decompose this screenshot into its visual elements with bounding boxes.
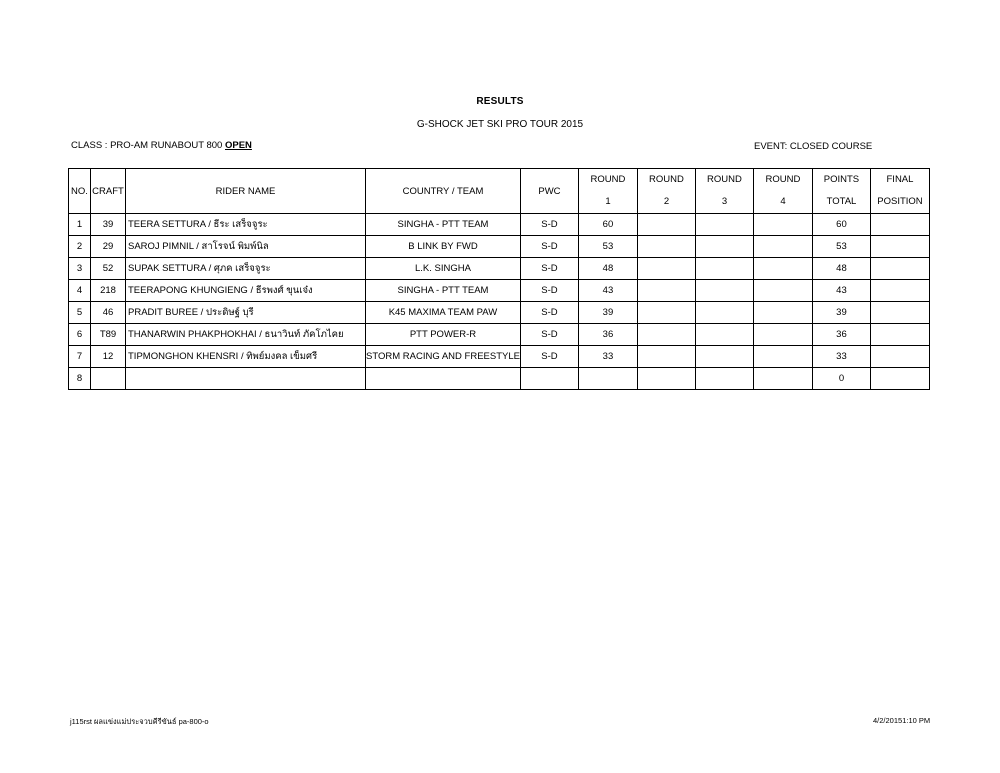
cell-team — [366, 368, 521, 390]
cell-round-3 — [695, 258, 753, 280]
table-row — [69, 368, 930, 390]
col-header-no: NO. — [69, 169, 91, 214]
cell-round-1: 36 — [578, 324, 637, 346]
cell-round-1: 39 — [578, 302, 637, 324]
cell-round-3 — [695, 368, 753, 390]
class-open-tag: OPEN — [224, 140, 252, 151]
cell-rider-name: SUPAK SETTURA / ศุภค เสร็จจูระ — [126, 258, 366, 280]
cell-craft: 46 — [91, 302, 126, 324]
cell-rider-name — [126, 368, 366, 390]
cell-no: 8 — [69, 368, 91, 390]
cell-final-position — [870, 280, 929, 302]
cell-pwc: S-D — [520, 258, 578, 280]
table-row — [69, 302, 930, 324]
cell-round-3 — [695, 302, 753, 324]
cell-round-4 — [753, 236, 812, 258]
cell-round-4 — [753, 258, 812, 280]
cell-points-total: 48 — [812, 258, 870, 280]
table-row — [69, 280, 930, 302]
cell-round-2 — [637, 236, 695, 258]
col-header-pwc: PWC — [520, 169, 578, 214]
table-row — [69, 214, 930, 236]
cell-round-3 — [695, 236, 753, 258]
cell-points-total: 36 — [812, 324, 870, 346]
cell-round-2 — [637, 302, 695, 324]
cell-team: SINGHA - PTT TEAM — [366, 214, 521, 236]
cell-points-total: 0 — [812, 368, 870, 390]
cell-pwc: S-D — [520, 324, 578, 346]
table-row — [69, 346, 930, 368]
cell-rider-name: TIPMONGHON KHENSRI / ทิพย์มงคล เข็มศรี — [126, 346, 366, 368]
cell-final-position — [870, 368, 929, 390]
cell-pwc: S-D — [520, 302, 578, 324]
cell-final-position — [870, 324, 929, 346]
cell-round-4 — [753, 214, 812, 236]
table-row — [69, 236, 930, 258]
cell-round-3 — [695, 214, 753, 236]
cell-points-total: 39 — [812, 302, 870, 324]
cell-round-2 — [637, 258, 695, 280]
class-label — [71, 140, 252, 151]
cell-no: 2 — [69, 236, 91, 258]
cell-points-total: 53 — [812, 236, 870, 258]
footer-file-reference: j115rst ผลแข่งแม่ประจวบคีรีขันธ์ pa-800-o — [70, 717, 209, 726]
footer-timestamp: 4/2/20151:10 PM — [873, 716, 931, 725]
cell-no: 5 — [69, 302, 91, 324]
cell-craft: 12 — [91, 346, 126, 368]
cell-rider-name: SAROJ PIMNIL / สาโรจน์ พิมพ์นิล — [126, 236, 366, 258]
cell-team: K45 MAXIMA TEAM PAW — [366, 302, 521, 324]
cell-points-total: 43 — [812, 280, 870, 302]
cell-final-position — [870, 236, 929, 258]
cell-round-2 — [637, 368, 695, 390]
cell-no: 1 — [69, 214, 91, 236]
cell-round-3 — [695, 324, 753, 346]
class-name: CLASS : PRO-AM RUNABOUT 800 — [71, 140, 225, 151]
cell-rider-name: THANARWIN PHAKPHOKHAI / ธนาวินท์ ภัคโภไคย — [126, 324, 366, 346]
event-series-title: G-SHOCK JET SKI PRO TOUR 2015 — [416, 119, 584, 130]
cell-round-2 — [637, 280, 695, 302]
col-header-country-team: COUNTRY / TEAM — [366, 169, 521, 214]
cell-final-position — [870, 214, 929, 236]
cell-round-3 — [695, 280, 753, 302]
cell-round-2 — [637, 324, 695, 346]
cell-craft: 218 — [91, 280, 126, 302]
cell-round-2 — [637, 346, 695, 368]
cell-rider-name: TEERA SETTURA / ธีระ เสร็จจูระ — [126, 214, 366, 236]
col-header-craft: CRAFT — [91, 169, 126, 214]
cell-pwc: S-D — [520, 236, 578, 258]
cell-round-1: 53 — [578, 236, 637, 258]
cell-no: 6 — [69, 324, 91, 346]
cell-points-total: 60 — [812, 214, 870, 236]
event-label: EVENT: CLOSED COURSE — [754, 141, 873, 152]
cell-no: 3 — [69, 258, 91, 280]
cell-team: B LINK BY FWD — [366, 236, 521, 258]
cell-round-3 — [695, 346, 753, 368]
cell-points-total: 33 — [812, 346, 870, 368]
cell-craft — [91, 368, 126, 390]
col-header-round-4: ROUND 4 — [753, 169, 812, 214]
cell-team: L.K. SINGHA — [366, 258, 521, 280]
cell-round-2 — [637, 214, 695, 236]
cell-team: STORM RACING AND FREESTYLE — [366, 346, 521, 368]
cell-no: 4 — [69, 280, 91, 302]
cell-round-1: 60 — [578, 214, 637, 236]
cell-craft: 39 — [91, 214, 126, 236]
cell-pwc: S-D — [520, 214, 578, 236]
cell-pwc — [520, 368, 578, 390]
cell-final-position — [870, 302, 929, 324]
cell-pwc: S-D — [520, 346, 578, 368]
cell-team: PTT POWER-R — [366, 324, 521, 346]
cell-craft: T89 — [91, 324, 126, 346]
cell-round-1: 48 — [578, 258, 637, 280]
col-header-round-1: ROUND 1 — [578, 169, 637, 214]
col-header-final-position: FINAL POSITION — [870, 169, 929, 214]
cell-round-4 — [753, 346, 812, 368]
cell-rider-name: PRADIT BUREE / ประดิษฐ์ บุรี — [126, 302, 366, 324]
cell-round-1: 43 — [578, 280, 637, 302]
cell-rider-name: TEERAPONG KHUNGIENG / ธีรพงศ์ ขุนเจ๋ง — [126, 280, 366, 302]
cell-round-4 — [753, 302, 812, 324]
results-table — [68, 168, 930, 390]
col-header-round-3: ROUND 3 — [695, 169, 753, 214]
cell-round-4 — [753, 368, 812, 390]
cell-round-4 — [753, 280, 812, 302]
cell-team: SINGHA - PTT TEAM — [366, 280, 521, 302]
cell-craft: 29 — [91, 236, 126, 258]
col-header-round-2: ROUND 2 — [637, 169, 695, 214]
cell-final-position — [870, 346, 929, 368]
cell-round-1 — [578, 368, 637, 390]
cell-craft: 52 — [91, 258, 126, 280]
cell-no: 7 — [69, 346, 91, 368]
cell-round-4 — [753, 324, 812, 346]
cell-round-1: 33 — [578, 346, 637, 368]
cell-pwc: S-D — [520, 280, 578, 302]
col-header-rider-name: RIDER NAME — [126, 169, 366, 214]
table-row — [69, 324, 930, 346]
table-row — [69, 258, 930, 280]
col-header-points-total: POINTS TOTAL — [812, 169, 870, 214]
cell-final-position — [870, 258, 929, 280]
page-title: RESULTS — [476, 96, 524, 107]
table-header-row — [69, 169, 930, 214]
